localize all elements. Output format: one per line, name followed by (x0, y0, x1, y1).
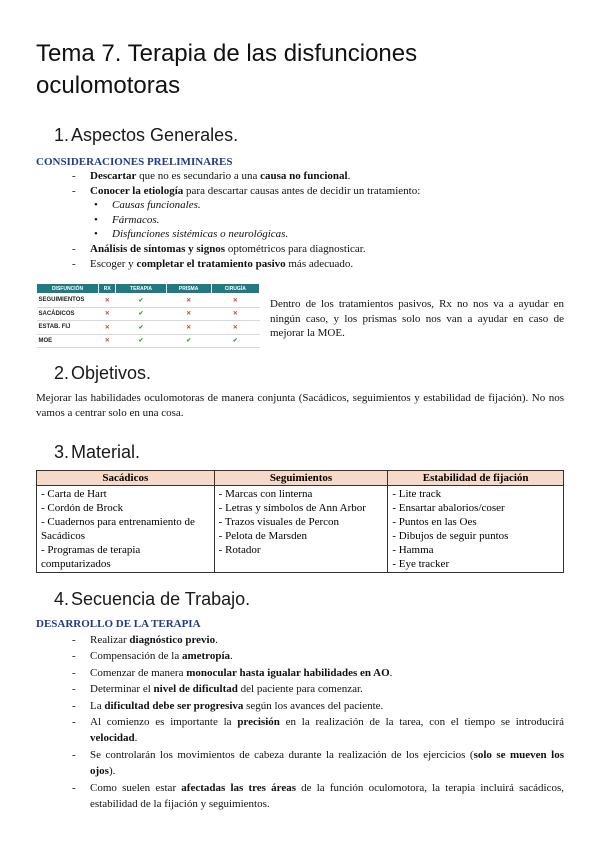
column-header: Estabilidad de fijación (388, 471, 564, 486)
text: Determinar el (90, 683, 154, 696)
cross-icon: ✕ (166, 321, 211, 335)
list-item (68, 184, 568, 242)
section-number: 4. (54, 589, 70, 609)
bold-text: Conocer la etiología (90, 184, 184, 197)
dash-marker: - (72, 242, 76, 255)
treatment-note: Dentro de los tratamientos pasivos, Rx no nos va a ayudar en ningún caso, y los prismas solo nos van a ayudar en caso de mejorar la MOE. (270, 298, 564, 340)
column-header: PRISMA (166, 284, 211, 294)
table-row (37, 307, 260, 321)
column-header: TERAPIA (116, 284, 166, 294)
text: Se controlarán los movimientos de cabeza durante la realización de los ejercicios ( (90, 748, 474, 761)
bold-text: causa no funcional (260, 170, 348, 182)
desarrollo-list (68, 632, 564, 812)
cross-icon: ✕ (166, 307, 211, 321)
check-icon: ✔ (116, 294, 166, 308)
bold-text: dificultad debe ser progresiva (104, 699, 244, 712)
bold-text: velocidad (90, 732, 135, 745)
bold-text: Descartar (90, 170, 137, 182)
list-item (90, 227, 568, 242)
text: de la función oculomotora, la terapia incluirá sacádicos, estabilidad de la fijación y seguimientos. (90, 781, 564, 811)
bold-text: Análisis de síntomas y signos (90, 242, 226, 255)
cross-icon: ✕ (99, 294, 116, 308)
text: Causas funcionales. (112, 199, 201, 212)
table-row (37, 321, 260, 335)
bold-text: ametropía (181, 650, 231, 663)
page-title: Tema 7. Terapia de las disfunciones oculomotoras (36, 40, 418, 99)
text: para descartar causas antes de decidir un tratamiento: (183, 184, 421, 197)
check-icon: ✔ (116, 307, 166, 321)
material-item: - Dibujos de seguir puntos (392, 530, 509, 542)
section-heading-3 (54, 441, 140, 463)
column-header: CIRUGÍA (211, 284, 260, 294)
material-item: - Puntos en las Oes (392, 516, 477, 528)
dash-marker: - (72, 683, 76, 696)
treatment-table (36, 283, 260, 348)
material-cell-seguimientos (214, 486, 388, 573)
bold-text: diagnóstico previo (129, 634, 216, 646)
bullet-marker: • (94, 213, 98, 226)
section-label: Aspectos Generales. (71, 125, 239, 145)
material-item: - Pelota de Marsden (218, 530, 307, 542)
cross-icon: ✕ (166, 294, 211, 308)
row-label: MOE (37, 334, 99, 348)
dash-marker: - (72, 257, 76, 270)
cross-icon: ✕ (99, 321, 116, 335)
dash-marker: - (72, 666, 76, 679)
list-item (68, 681, 564, 697)
text: optométricos para diagnosticar. (225, 242, 366, 255)
material-item: - Ensartar abalorios/coser (392, 502, 505, 514)
text: Al comienzo es importante la (90, 716, 238, 729)
check-icon: ✔ (211, 334, 260, 348)
table-row (37, 486, 564, 573)
material-item: - Rotador (218, 544, 261, 556)
list-item (68, 698, 564, 714)
row-label: SACÁDICOS (37, 307, 99, 321)
material-item: - Eye tracker (392, 558, 450, 570)
text: Compensación de la (90, 650, 182, 663)
table-header-row (37, 284, 260, 294)
row-label: SEGUIMIENTOS (37, 294, 99, 308)
material-item: - Trazos visuales de Percon (218, 516, 340, 528)
material-item: - Programas de terapia computarizados (41, 544, 141, 570)
text: Realizar (90, 634, 130, 646)
bold-text: completar el tratamiento pasivo (136, 257, 286, 270)
section-number: 3. (54, 442, 70, 462)
text: . (215, 634, 218, 646)
text: . (134, 732, 138, 745)
dash-marker: - (72, 634, 76, 646)
list-item (90, 198, 568, 213)
list-item (68, 714, 564, 747)
text: del paciente para comenzar. (237, 683, 363, 696)
list-item (68, 632, 564, 648)
material-cell-estabilidad (388, 486, 564, 573)
material-item: - Marcas con linterna (218, 488, 313, 500)
text: Fármacos. (112, 213, 160, 226)
bold-text: precisión (237, 716, 280, 729)
text: en la realización de la tarea, con el tiempo se introducirá (279, 716, 565, 729)
dash-marker: - (72, 781, 76, 794)
column-header: Seguimientos (214, 471, 388, 486)
text: Disfunciones sistémicas o neurológicas. (112, 228, 289, 241)
bullet-marker: • (94, 228, 98, 241)
cross-icon: ✕ (99, 334, 116, 348)
cross-icon: ✕ (99, 307, 116, 321)
bold-text: solo se mueven los ojos (90, 748, 564, 778)
consideraciones-list (68, 169, 568, 271)
list-item (68, 665, 564, 681)
text: Escoger y (90, 257, 137, 270)
text: que no es secundario a una (136, 170, 261, 182)
text: . (347, 170, 351, 182)
text: Comenzar de manera (90, 666, 187, 679)
text: . (389, 666, 393, 679)
causes-list (90, 198, 568, 242)
material-cell-sacadicos (37, 486, 215, 573)
list-item (68, 169, 568, 184)
table-row (37, 334, 260, 348)
section-heading-4 (54, 588, 250, 610)
text: . (230, 650, 233, 663)
material-item: - Cuadernos para entrenamiento de Sacádicos (41, 516, 195, 542)
check-icon: ✔ (166, 334, 211, 348)
dash-marker: - (72, 748, 76, 761)
list-item (68, 242, 568, 257)
text: La (90, 699, 105, 712)
row-label: ESTAB. FIJ (37, 321, 99, 335)
subheading-desarrollo: DESARROLLO DE LA TERAPIA (36, 618, 201, 630)
material-item: - Carta de Hart (41, 488, 107, 500)
material-item: - Lite track (392, 488, 442, 500)
list-item (68, 257, 568, 272)
section-label: Objetivos. (71, 363, 152, 383)
dash-marker: - (72, 184, 76, 197)
material-item: - Hamma (392, 544, 434, 556)
section-number: 2. (54, 363, 70, 383)
section-label: Material. (71, 442, 141, 462)
text: Como suelen estar (90, 781, 182, 794)
text: más adecuado. (285, 257, 354, 270)
check-icon: ✔ (116, 321, 166, 335)
bold-text: afectadas las tres áreas (181, 781, 296, 794)
list-item (90, 213, 568, 228)
column-header: RX (99, 284, 116, 294)
section-heading-2 (54, 362, 151, 384)
text: según los avances del paciente. (243, 699, 384, 712)
list-item (68, 747, 564, 780)
bold-text: nivel de dificultad (153, 683, 238, 696)
material-table (36, 470, 564, 573)
material-item: - Letras y símbolos de Ann Arbor (218, 502, 366, 514)
cross-icon: ✕ (211, 321, 260, 335)
objetivos-paragraph: Mejorar las habilidades oculomotoras de manera conjunta (Sacádicos, seguimientos y estabilidad de fijación). No nos vamos a centrar solo en una cosa. (36, 392, 564, 419)
list-item (68, 780, 564, 813)
bold-text: monocular hasta igualar habilidades en AO (186, 666, 390, 679)
bullet-marker: • (94, 199, 98, 212)
section-label: Secuencia de Trabajo. (71, 589, 251, 609)
section-number: 1. (54, 125, 70, 145)
treatment-table-body (37, 294, 260, 348)
list-item (68, 648, 564, 664)
dash-marker: - (72, 170, 76, 182)
dash-marker: - (72, 716, 76, 729)
dash-marker: - (72, 650, 76, 663)
table-header-row (37, 471, 564, 486)
dash-marker: - (72, 699, 76, 712)
table-row (37, 294, 260, 308)
text: ). (108, 765, 116, 778)
cross-icon: ✕ (211, 294, 260, 308)
column-header: Sacádicos (37, 471, 215, 486)
cross-icon: ✕ (211, 307, 260, 321)
column-header: DISFUNCIÓN (37, 284, 99, 294)
section-heading-1 (54, 124, 238, 146)
subheading-consideraciones: CONSIDERACIONES PRELIMINARES (36, 156, 233, 168)
check-icon: ✔ (116, 334, 166, 348)
material-item: - Cordón de Brock (41, 502, 124, 514)
